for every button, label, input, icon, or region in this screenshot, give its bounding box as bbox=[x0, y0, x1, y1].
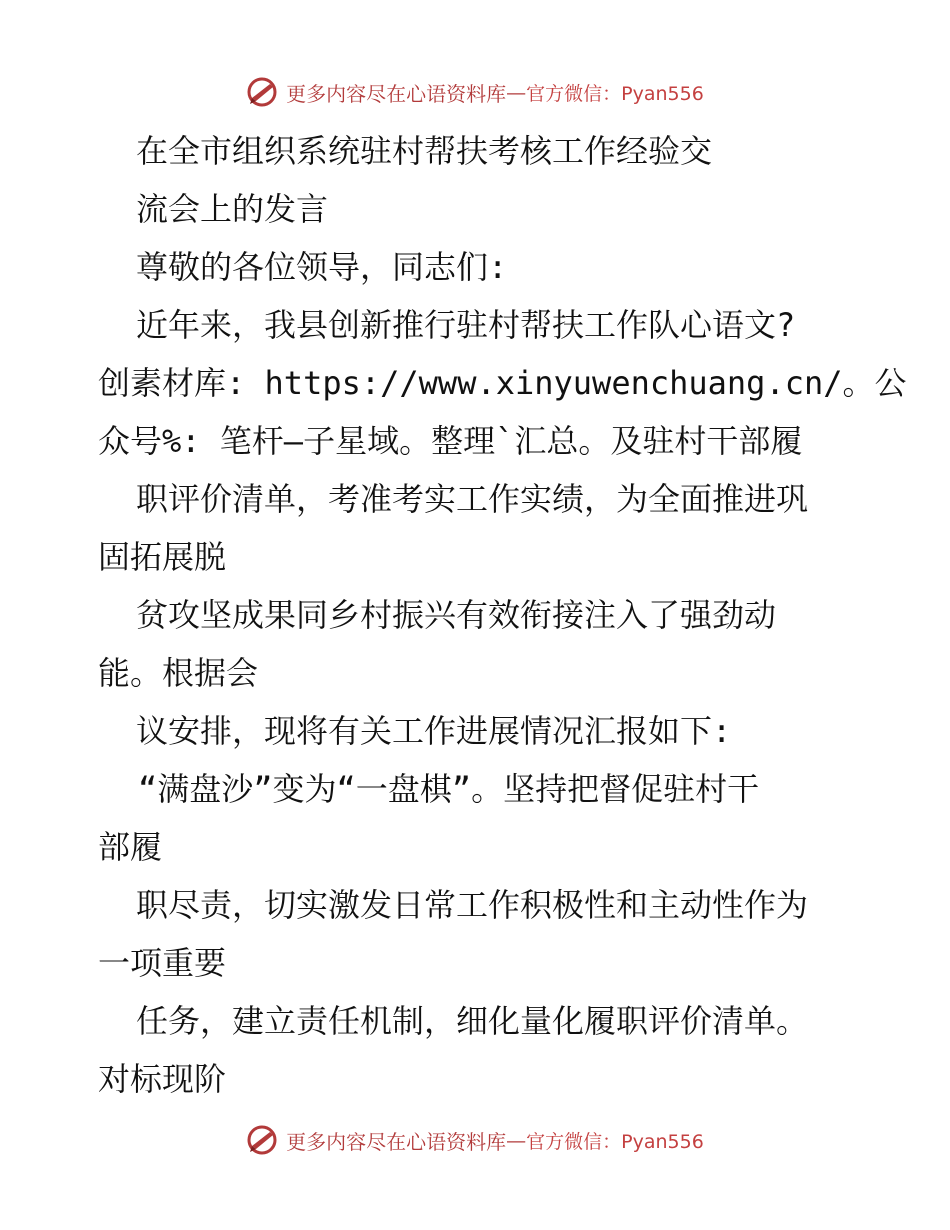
paragraph-line: 能。根据会 bbox=[98, 654, 259, 692]
paragraph-line: 流会上的发言 bbox=[136, 190, 329, 228]
paragraph-line: 在全市组织系统驻村帮扶考核工作经验交 bbox=[136, 132, 713, 170]
banner-contact-text: 官方微信：Pyan556 bbox=[526, 1130, 704, 1153]
paragraph-line: 近年来，我县创新推行驻村帮扶工作队心语文? bbox=[136, 306, 796, 344]
paragraph-line: 部履 bbox=[98, 828, 163, 866]
banner-prefix-text: 更多内容尽在心语资料库 bbox=[286, 81, 507, 106]
header-watermark-banner bbox=[0, 72, 950, 112]
paragraph-line: 议安排，现将有关工作进展情况汇报如下: bbox=[136, 712, 732, 750]
banner-prefix-text: 更多内容尽在心语资料库 bbox=[286, 1129, 507, 1154]
pen-logo-icon bbox=[246, 1124, 278, 1156]
paragraph-line: 一项重要 bbox=[98, 944, 227, 982]
footer-watermark-banner bbox=[0, 1120, 950, 1160]
banner-separator: — bbox=[506, 1128, 527, 1152]
paragraph-line: 职尽责，切实激发日常工作积极性和主动性作为 bbox=[136, 886, 809, 924]
document-body bbox=[98, 122, 907, 1108]
paragraph-line: 职评价清单，考准考实工作实绩，为全面推进巩 bbox=[136, 480, 809, 518]
paragraph-line: 对标现阶 bbox=[98, 1060, 227, 1098]
paragraph-line: 创素材库: https://www.xinyuwenchuang.cn/。公 bbox=[98, 364, 907, 402]
paragraph-line: 固拓展脱 bbox=[98, 538, 227, 576]
paragraph-line: “满盘沙”变为“一盘棋”。坚持把督促驻村干 bbox=[138, 770, 760, 808]
banner-separator: — bbox=[506, 80, 527, 104]
paragraph-line: 任务，建立责任机制，细化量化履职评价清单。 bbox=[136, 1002, 809, 1040]
paragraph-line: 尊敬的各位领导，同志们: bbox=[136, 248, 508, 286]
paragraph-line: 贫攻坚成果同乡村振兴有效衔接注入了强劲动 bbox=[136, 596, 777, 634]
pen-logo-icon bbox=[246, 76, 278, 108]
banner-contact-text: 官方微信：Pyan556 bbox=[526, 82, 704, 105]
paragraph-line: 众号%: 笔杆—子星域。整理`汇总。及驻村干部履 bbox=[98, 422, 803, 460]
